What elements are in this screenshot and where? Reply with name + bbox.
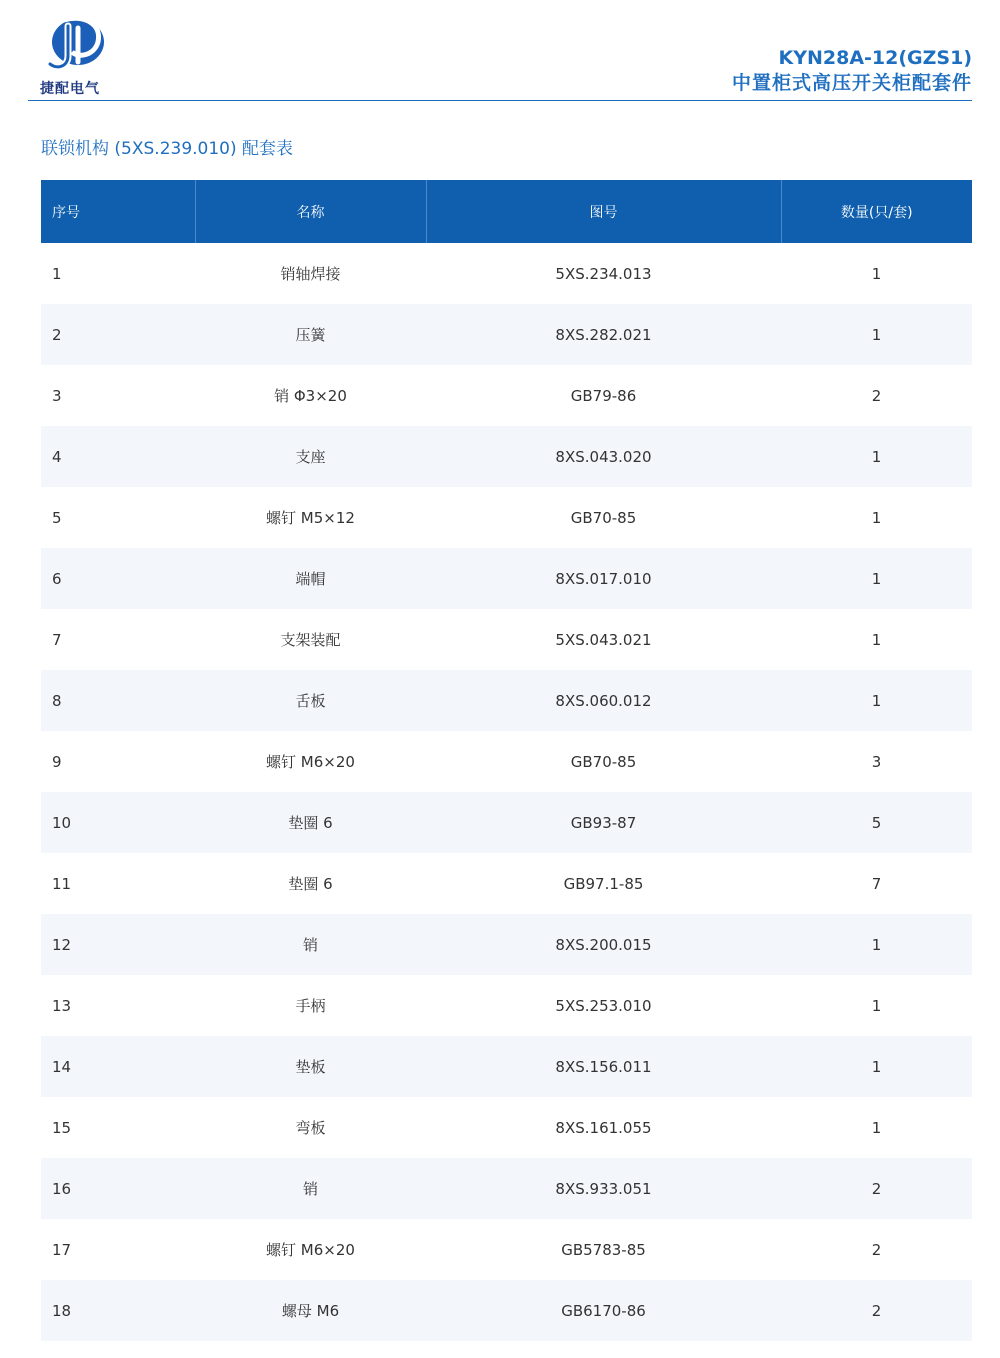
cell-name: 压簧: [195, 304, 426, 365]
table-row: [41, 914, 972, 975]
cell-seq: 15: [52, 1118, 72, 1137]
cell-seq: 9: [52, 752, 62, 771]
company-logo: [40, 12, 120, 96]
cell-qty: 1: [871, 1118, 882, 1137]
cell-seq: 13: [52, 996, 72, 1015]
column-header-name: 名称: [195, 180, 426, 243]
cell-name: 螺钉 M5×12: [266, 509, 355, 527]
cell-qty: 2: [781, 1158, 972, 1219]
section-title: 联锁机构 (5XS.239.010) 配套表: [41, 139, 294, 159]
cell-name: 弯板: [295, 1119, 326, 1137]
document-title: [732, 46, 972, 96]
cell-drawing: 8XS.156.011: [426, 1036, 781, 1097]
table-row: [41, 243, 972, 304]
cell-seq: 2: [41, 304, 195, 365]
cell-drawing: 5XS.043.021: [555, 630, 652, 649]
cell-qty: 2: [871, 1240, 882, 1259]
cell-drawing: 8XS.282.021: [426, 304, 781, 365]
table-row: [41, 1097, 972, 1158]
cell-name: 螺母 M6: [195, 1280, 426, 1341]
cell-name: 销 Φ3×20: [274, 387, 347, 405]
cell-drawing: GB70-85: [570, 752, 637, 771]
cell-drawing: GB93-87: [426, 792, 781, 853]
cell-name: 螺钉 M6×20: [266, 1241, 355, 1259]
table-row: [41, 1036, 972, 1097]
cell-seq: 11: [52, 874, 72, 893]
cell-drawing: GB6170-86: [426, 1280, 781, 1341]
table-row: [41, 670, 972, 731]
cell-seq: 14: [41, 1036, 195, 1097]
cell-name: 手柄: [295, 997, 326, 1015]
table-row: [41, 365, 972, 426]
cell-seq: 6: [41, 548, 195, 609]
column-header-seq: 序号: [41, 180, 195, 243]
cell-name: 销: [195, 1158, 426, 1219]
cell-name: 支架装配: [280, 631, 341, 649]
cell-qty: 2: [781, 1280, 972, 1341]
table-row: [41, 548, 972, 609]
table-row: [41, 731, 972, 792]
cell-seq: 7: [52, 630, 62, 649]
cell-seq: 18: [41, 1280, 195, 1341]
jp-logo-icon: [44, 12, 108, 74]
cell-drawing: GB70-85: [570, 508, 637, 527]
cell-name: 端帽: [195, 548, 426, 609]
cell-seq: 17: [52, 1240, 72, 1259]
cell-drawing: GB79-86: [570, 386, 637, 405]
parts-table: [41, 180, 972, 1341]
cell-qty: 1: [781, 1036, 972, 1097]
product-name: 中置柜式高压开关柜配套件: [731, 72, 972, 94]
cell-name: 垫圈 6: [195, 792, 426, 853]
cell-seq: 1: [52, 264, 62, 283]
cell-seq: 3: [52, 386, 62, 405]
cell-qty: 7: [871, 874, 882, 893]
table-row: [41, 1158, 972, 1219]
cell-qty: 1: [781, 548, 972, 609]
cell-qty: 1: [781, 670, 972, 731]
cell-seq: 16: [41, 1158, 195, 1219]
cell-drawing: 5XS.253.010: [555, 996, 652, 1015]
cell-name: 垫板: [195, 1036, 426, 1097]
column-header-qty: 数量(只/套): [781, 180, 972, 243]
cell-qty: 1: [871, 630, 882, 649]
cell-qty: 5: [781, 792, 972, 853]
cell-qty: 1: [781, 426, 972, 487]
cell-qty: 3: [871, 752, 882, 771]
cell-name: 销轴焊接: [280, 265, 341, 283]
cell-name: 垫圈 6: [288, 875, 333, 893]
cell-seq: 10: [41, 792, 195, 853]
cell-qty: 2: [871, 386, 882, 405]
table-row: [41, 304, 972, 365]
cell-seq: 5: [52, 508, 62, 527]
cell-seq: 4: [41, 426, 195, 487]
cell-name: 螺钉 M6×20: [266, 753, 355, 771]
cell-name: 支座: [195, 426, 426, 487]
model-number: KYN28A-12(GZS1): [778, 47, 972, 69]
logo-text: 捷配电气: [40, 81, 100, 97]
cell-qty: 1: [871, 508, 882, 527]
header-divider: [28, 100, 972, 101]
cell-qty: 1: [781, 304, 972, 365]
cell-drawing: 5XS.234.013: [555, 264, 652, 283]
cell-drawing: 8XS.933.051: [426, 1158, 781, 1219]
table-row: [41, 426, 972, 487]
cell-drawing: 8XS.161.055: [555, 1118, 652, 1137]
cell-drawing: 8XS.060.012: [426, 670, 781, 731]
table-row: [41, 975, 972, 1036]
cell-drawing: 8XS.017.010: [426, 548, 781, 609]
cell-drawing: GB5783-85: [561, 1240, 646, 1259]
cell-qty: 1: [871, 264, 882, 283]
cell-qty: 1: [781, 914, 972, 975]
cell-name: 销: [195, 914, 426, 975]
cell-drawing: 8XS.043.020: [426, 426, 781, 487]
table-row: [41, 609, 972, 670]
table-header-row: [41, 180, 972, 243]
cell-drawing: 8XS.200.015: [426, 914, 781, 975]
table-row: [41, 1280, 972, 1341]
table-row: [41, 792, 972, 853]
table-row: [41, 1219, 972, 1280]
cell-name: 舌板: [195, 670, 426, 731]
cell-drawing: GB97.1-85: [563, 874, 644, 893]
table-row: [41, 853, 972, 914]
cell-qty: 1: [871, 996, 882, 1015]
table-row: [41, 487, 972, 548]
cell-seq: 12: [41, 914, 195, 975]
column-header-drawing: 图号: [426, 180, 781, 243]
cell-seq: 8: [41, 670, 195, 731]
